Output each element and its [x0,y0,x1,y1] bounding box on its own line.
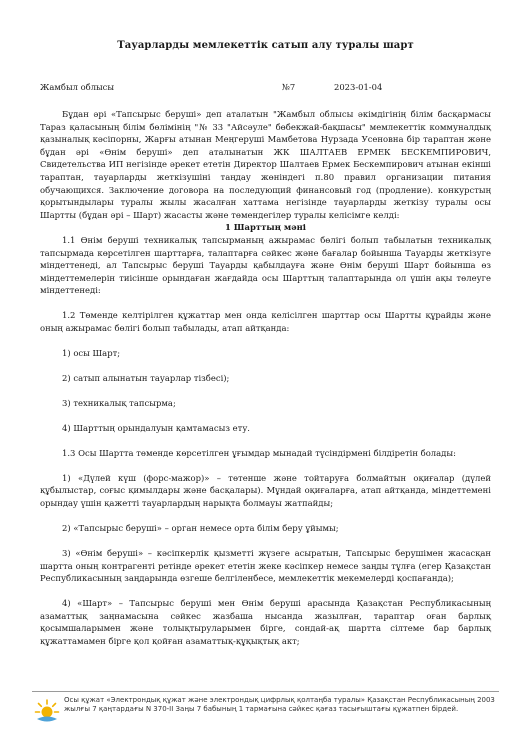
list-item: 4) Шарттың орындалуын қамтамасыз ету. [62,422,250,433]
section-heading: 1 Шарттың мәні [224,222,307,233]
document-title: Тауарларды мемлекеттік сатып алу туралы шарт [117,40,414,51]
list-item: 3) техникалық тапсырма; [62,397,176,408]
preamble-paragraph: Бұдан әрі «Тапсырыс беруші» деп аталатын "Жамбыл облысы әкімдігінің білім басқармасы Тараз қаласының білім бөлімінің "№ 33 "Айсәуле" бөбекжай-бақшасы" мемлекеттік коммуналдық қазыналық кәсіпорны, Жарғы атынан Меңгеруші Мамбетова Нурзада Усеновна бір тараптан және бұдан әрі «Өнім беруші» деп аталынатын ЖК ШАЛТАЕВ ЕРМЕК БЕСКЕМПИРОВИЧ, Свидетельства ИП негізінде әрекет ететін Директор Шалтаев Ермек Бескемпирович атынан екінші тараптан, тауарларды жеткізушіні таңдау жөніндегі п.80 правил организации питания обучающихся. Заключение договора на последующий финансовый год (продление). конкурстың қорытындылары туралы жылы жасалған хаттама негізінде тауарларды жеткізу туралы осы Шартты (бұдан әрі – Шарт) жасасты және төмендегілер туралы келісімге келді: [40,109,491,220]
contract-date: 2023-01-04 [334,82,383,92]
footer [34,696,504,736]
footer-divider [32,691,499,692]
clause-1-2: 1.2 Төменде келтірілген құжаттар мен онда келісілген шарттар осы Шартты құрайды және оның ажырамас бөлігі болып табылады, атап айтқанда: [40,310,491,333]
definition-contract: 4) «Шарт» – Тапсырыс беруші мен Өнім беруші арасында Қазақстан Республикасының азаматтық заңнамасына сәйкес жазбаша нысанда жазылған, тараптар оған барлық қосымшаларымен және толықтыруларымен бірге, сондай-ақ шартта сілтеме бар барлық құжаттамамен бірге қол қойған азаматтық-құқықтық акт; [40,598,491,646]
contract-body [40,108,491,648]
e-gov-sun-logo-icon [34,698,60,724]
region-label: Жамбыл облысы [40,82,115,92]
definition-force-majeure: 1) «Дүлей күш (форс-мажор)» – төтенше және тойтаруға болмайтын оқиғалар (дүлей құбылыстар, соғыс қимылдары және басқалары). Мұндай оқиғаларға, атап айтқанда, міндеттемені орындау үшін қажетті тауарлардың нарықта болмауы жатпайды; [40,472,491,508]
footer-legal-note: Осы құжат «Электрондық құжат және электрондық цифрлық қолтаңба туралы» Қазақстан Республикасының 2003 жылғы 7 қаңтардағы N 370-II Заңы 7 бабының 1 тармағына сәйкес қағаз тасығыштағы құжатпен бірдей. [64,696,495,714]
definition-customer: 2) «Тапсырыс беруші» – орган немесе орта білім беру ұйымы; [62,522,339,533]
clause-1-3: 1.3 Осы Шартта төменде көрсетілген ұғымдар мынадай түсіндірмені білдіретін болады: [62,447,456,458]
list-item: 1) осы Шарт; [62,347,121,358]
clause-1-1: 1.1 Өнім беруші техникалық тапсырманың ажырамас бөлігі болып табылатын техникалық тапсырмада көрсетілген шарттарға, талаптарға сәйкес және бағалар бойынша Тауарды жеткізуге міндеттенеді, ал Тапсырыс беруші Тауарды қабылдауға және Өнім беруші Шарт бойынша өз міндеттемелерін тиісінше орындаған жағдайда осы Шарттың талаптарында ол үшін ақы төлеуге міндеттенеді: [40,234,491,296]
contract-number: №7 [282,82,296,92]
definition-supplier: 3) «Өнім беруші» – кәсіпкерлік қызметті жүзеге асыратын, Тапсырыс берушімен жасасқан шартта оның контрагенті ретінде әрекет ететін жеке кәсіпкер немесе заңды тұлға (егер Қазақстан Республикасының заңдарында өзгеше белгіленбесе, мемлекеттік мекемелерді қоспағанда); [40,547,491,584]
list-item: 2) сатып алынатын тауарлар тізбесі); [62,372,230,383]
